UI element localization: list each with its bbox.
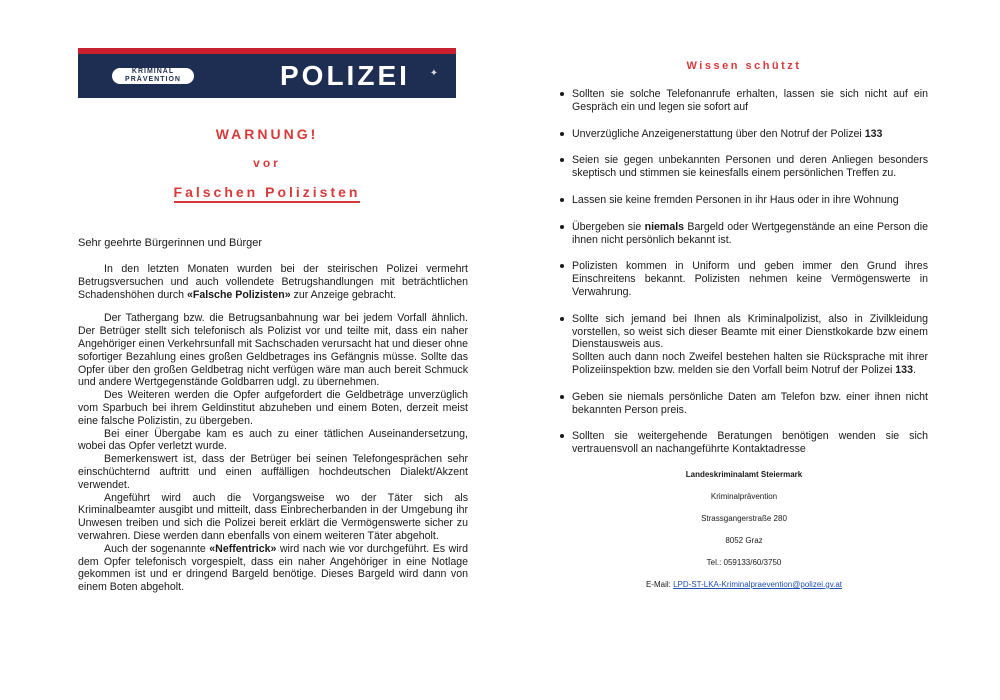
polizei-banner <box>78 48 456 98</box>
tip2-text: Unverzügliche Anzeigenerstattung über den Notruf der Polizei <box>572 127 865 140</box>
eagle-emblem-icon: ✦ <box>429 68 439 79</box>
warning-line2: vor <box>253 156 281 170</box>
p6-text-end: wird nach wie vor durchgeführt. Es wird dem Opfer telefonisch vorgespielt, dass ein naher Angehöriger in eine Notlage gekommen ist und er dringend Bargeld benötige. Dieses Bargeld wird dann von einem Boten abgeholt. <box>78 542 468 594</box>
list-item <box>572 221 928 247</box>
list-item <box>572 313 928 377</box>
tip5-text-end: Bargeld oder Wertgegenstände an eine Person die ihnen nicht persönlich bekannt ist. <box>572 220 928 246</box>
badge-line2: PRÄVENTION <box>125 76 181 83</box>
mail-label: E-Mail: <box>645 579 674 589</box>
tip7-text: Sollte sich jemand bei Ihnen als Kriminalpolizist, also in Zivilkleidung vorstellen, so weist sich dieser Beamte mit einer Dienstkokarde bzw einem Dienstausweis aus. <box>572 312 928 351</box>
warning-line1: WARNUNG! <box>215 126 319 142</box>
paragraph-1: Der Tathergang bzw. die Betrugsanbahnung war bei jedem Vorfall ähnlich. Der Betrüger stellt sich telefonisch als Polizist vor und teilte mit, dass ein naher Angehöriger einen Verkehrsunfall mit Sachschaden verursacht hat und dieser ohne sofortiger Bezahlung eines großen Geldbetrages ins Gefängnis müsse. Sollte das Opfer über den großen Geldbetrag nicht verfügen wäre man auch bereit Schmuck und andere Wertgegenstände Goldbarren udgl. zu übernehmen. <box>78 312 468 389</box>
list-item <box>572 128 928 141</box>
intro-paragraph <box>78 263 468 301</box>
tip5-text: Übergeben sie <box>572 220 645 233</box>
list-item: Lassen sie keine fremden Personen in ihr Haus oder in ihre Wohnung <box>572 194 928 207</box>
left-column <box>78 48 468 594</box>
body-text <box>78 263 468 594</box>
email-link[interactable]: LPD-ST-LKA-Kriminalpraevention@polizei.gv.at <box>673 579 843 589</box>
warning-heading <box>78 126 456 203</box>
right-column <box>560 60 928 602</box>
tip7-text-end: . <box>912 363 916 376</box>
paragraph-6 <box>78 543 468 594</box>
kriminal-praevention-badge <box>112 68 194 84</box>
paragraph-2: Des Weiteren werden die Opfer aufgefordert die Geldbeträge unverzüglich vom Sparbuch bei ihrem Geldinstitut abzuheben und einem Boten, derzeit meist eine falsche Polizistin, zu übergeben. <box>78 389 468 427</box>
tip7-bold: 133 <box>895 363 913 376</box>
intro-text-end: zur Anzeige gebracht. <box>290 288 397 301</box>
tip7-text-2: Sollten auch dann noch Zweifel bestehen halten sie Rücksprache mit ihrer Polizeiinspektion bzw. melden sie den Vorfall beim Notruf der Polizei <box>572 351 928 376</box>
tips-list <box>560 88 928 456</box>
p6-bold: «Neffentrick» <box>209 542 277 555</box>
contact-dept: Kriminalprävention <box>710 491 778 501</box>
badge-line1: KRIMINAL <box>131 68 175 75</box>
contact-mail <box>560 580 928 589</box>
list-item: Polizisten kommen in Uniform und geben immer den Grund ihres Einschreitens bekannt. Polizisten nehmen keine Vermögenswerte in Verwahrung. <box>572 260 928 298</box>
contact-tel: Tel.: 059133/60/3750 <box>706 557 782 567</box>
list-item: Geben sie niemals persönliche Daten am Telefon bzw. einer ihnen nicht bekannten Person preis. <box>572 390 928 416</box>
intro-bold: «Falsche Polizisten» <box>186 288 291 301</box>
warning-line3: Falschen Polizisten <box>174 184 361 203</box>
p6-text: Auch der sogenannte <box>104 542 210 555</box>
intro-text: In den letzten Monaten wurden bei der steirischen Polizei vermehrt Betrugsversuchen und auch vollendete Betrugshandlungen mit beträchtlichen Schadenshöhen durch <box>78 263 468 301</box>
contact-city: 8052 Graz <box>725 535 763 545</box>
contact-block <box>560 470 928 589</box>
banner-title: POLIZEI <box>280 60 410 91</box>
paragraph-4: Bemerkenswert ist, dass der Betrüger bei seinen Telefongesprächen sehr einschüchternd auftritt und einen auffälligen hochdeutschen Dialekt/Akzent verwendet. <box>78 453 468 491</box>
list-item: Sollten sie weitergehende Beratungen benötigen wenden sie sich vertrauensvoll an nachangeführte Kontaktadresse <box>572 430 928 456</box>
list-item: Seien sie gegen unbekannten Personen und deren Anliegen besonders skeptisch und stimmen sie keinesfalls einem persönlichen Treffen zu. <box>572 154 928 180</box>
contact-street: Strassgangerstraße 280 <box>701 513 787 523</box>
paragraph-3: Bei einer Übergabe kam es auch zu einer tätlichen Auseinandersetzung, wobei das Opfer verletzt wurde. <box>78 427 468 453</box>
contact-org: Landeskriminalamt Steiermark <box>685 469 803 479</box>
list-item: Sollten sie solche Telefonanrufe erhalten, lassen sie sich nicht auf ein Gespräch ein und legen sie sofort auf <box>572 88 928 113</box>
tip5-bold: niemals <box>644 220 685 233</box>
tip2-bold: 133 <box>864 127 883 140</box>
paragraph-5: Angeführt wird auch die Vorgangsweise wo der Täter sich als Kriminalbeamter ausgibt und mitteilt, dass Einbrecherbanden in der Umgebung ihr Unwesen treiben und sich die Polizei bereit erklärt die Vermögenswerte sicher zu verwahren. Diese werden dann ebenfalls von einem weiteren Täter abgeholt. <box>78 491 468 542</box>
salutation: Sehr geehrte Bürgerinnen und Bürger <box>78 237 263 249</box>
right-title: Wissen schützt <box>686 60 802 72</box>
